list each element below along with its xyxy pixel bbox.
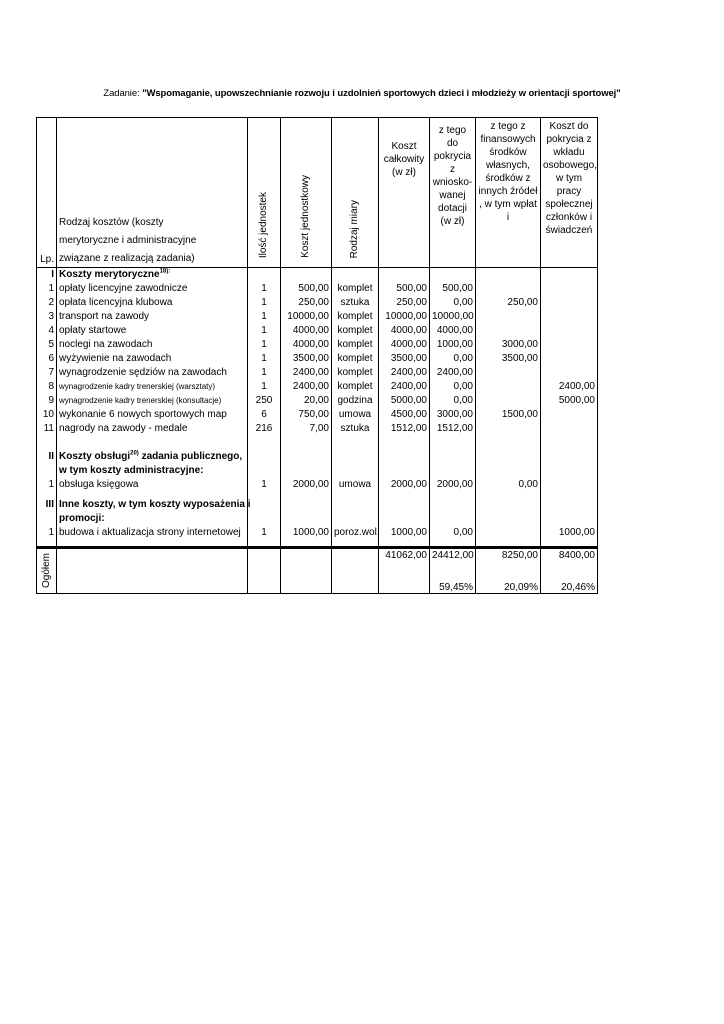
row-personal: 5000,00 xyxy=(541,394,598,408)
section-row xyxy=(37,268,598,283)
section-row xyxy=(37,498,598,526)
empty-cell xyxy=(281,498,332,526)
cost-table xyxy=(36,117,598,594)
row-cost-name: wynagrodzenie sędziów na zawodach xyxy=(57,366,248,380)
table-row xyxy=(37,352,598,366)
row-own-funds xyxy=(476,282,541,296)
row-measure: umowa xyxy=(332,408,379,422)
row-personal: 1000,00 xyxy=(541,526,598,540)
section-label: Inne koszty, w tym koszty wyposażenia i promocji: xyxy=(57,498,248,526)
row-measure: komplet xyxy=(332,380,379,394)
header-personal: Koszt do pokrycia z wkładu osobowego, w tym pracy społecznej członków i świadczeń xyxy=(541,118,598,268)
total-cost: 41062,00 xyxy=(379,548,430,594)
empty-cell xyxy=(476,540,541,548)
row-quantity: 1 xyxy=(248,282,281,296)
row-quantity: 216 xyxy=(248,422,281,436)
row-quantity: 1 xyxy=(248,338,281,352)
row-grant: 500,00 xyxy=(430,282,476,296)
empty-cell xyxy=(332,436,379,478)
row-personal xyxy=(541,478,598,492)
row-total-cost: 2000,00 xyxy=(379,478,430,492)
row-grant: 1512,00 xyxy=(430,422,476,436)
table-row xyxy=(37,338,598,352)
row-quantity: 1 xyxy=(248,380,281,394)
row-measure: sztuka xyxy=(332,422,379,436)
empty-cell xyxy=(248,436,281,478)
table-row xyxy=(37,394,598,408)
task-title-prefix: Zadanie: xyxy=(103,88,143,99)
row-quantity: 1 xyxy=(248,296,281,310)
header-measure: Rodzaj miary xyxy=(332,118,379,268)
row-grant: 2400,00 xyxy=(430,366,476,380)
empty-cell xyxy=(379,268,430,283)
row-quantity: 1 xyxy=(248,352,281,366)
row-grant: 0,00 xyxy=(430,352,476,366)
table-row xyxy=(37,366,598,380)
task-title-name: "Wspomaganie, upowszechnianie rozwoju i uzdolnień sportowych dzieci i młodzieży w orientacji sportowej" xyxy=(142,88,621,99)
header-cost-type-line2: merytoryczne i administracyjne xyxy=(59,235,197,246)
row-personal xyxy=(541,366,598,380)
row-personal xyxy=(541,310,598,324)
empty-cell xyxy=(57,548,248,594)
row-unit-cost: 10000,00 xyxy=(281,310,332,324)
row-total-cost: 10000,00 xyxy=(379,310,430,324)
empty-cell xyxy=(541,540,598,548)
row-cost-name: obsługa księgowa xyxy=(57,478,248,492)
row-cost-name: budowa i aktualizacja strony internetowej xyxy=(57,526,248,540)
row-lp: 1 xyxy=(37,282,57,296)
row-lp: 11 xyxy=(37,422,57,436)
row-unit-cost: 250,00 xyxy=(281,296,332,310)
row-lp: 3 xyxy=(37,310,57,324)
row-unit-cost: 4000,00 xyxy=(281,338,332,352)
row-grant: 2000,00 xyxy=(430,478,476,492)
row-own-funds xyxy=(476,380,541,394)
row-lp: 2 xyxy=(37,296,57,310)
row-unit-cost: 750,00 xyxy=(281,408,332,422)
total-row xyxy=(37,548,598,594)
row-own-funds xyxy=(476,310,541,324)
empty-cell xyxy=(57,540,248,548)
row-quantity: 1 xyxy=(248,324,281,338)
row-unit-cost: 2400,00 xyxy=(281,380,332,394)
row-measure: godzina xyxy=(332,394,379,408)
row-unit-cost: 2000,00 xyxy=(281,478,332,492)
row-grant: 0,00 xyxy=(430,380,476,394)
table-row xyxy=(37,422,598,436)
row-measure: umowa xyxy=(332,478,379,492)
empty-cell xyxy=(476,498,541,526)
empty-cell xyxy=(379,540,430,548)
row-cost-name: wyżywienie na zawodach xyxy=(57,352,248,366)
row-own-funds xyxy=(476,526,541,540)
row-measure: komplet xyxy=(332,324,379,338)
row-grant: 0,00 xyxy=(430,526,476,540)
row-measure: sztuka xyxy=(332,296,379,310)
row-cost-name: transport na zawody xyxy=(57,310,248,324)
row-cost-name: opłata licencyjna klubowa xyxy=(57,296,248,310)
row-personal xyxy=(541,408,598,422)
row-total-cost: 5000,00 xyxy=(379,394,430,408)
row-measure: komplet xyxy=(332,352,379,366)
row-unit-cost: 20,00 xyxy=(281,394,332,408)
empty-cell xyxy=(248,548,281,594)
header-grant: z tego do pokrycia z wniosko-wanej dotacji (w zł) xyxy=(430,118,476,268)
empty-cell xyxy=(476,268,541,283)
row-own-funds xyxy=(476,394,541,408)
row-lp: 1 xyxy=(37,526,57,540)
row-quantity: 6 xyxy=(248,408,281,422)
row-personal xyxy=(541,338,598,352)
header-lp: Lp. xyxy=(37,118,57,268)
total-grant: 24412,00 59,45% xyxy=(430,548,476,594)
empty-cell xyxy=(379,436,430,478)
section-label: Koszty merytoryczne$^{18):}$ xyxy=(57,268,248,283)
empty-cell xyxy=(332,498,379,526)
row-personal xyxy=(541,422,598,436)
table-row xyxy=(37,380,598,394)
row-cost-name: nagrody na zawody - medale xyxy=(57,422,248,436)
row-unit-cost: 2400,00 xyxy=(281,366,332,380)
empty-cell xyxy=(281,268,332,283)
section-number: I xyxy=(37,268,57,283)
row-lp: 4 xyxy=(37,324,57,338)
row-cost-name: wynagrodzenie kadry trenerskiej (konsultacje) xyxy=(57,394,248,408)
empty-cell xyxy=(281,436,332,478)
empty-cell xyxy=(430,268,476,283)
row-measure: poroz.wol. xyxy=(332,526,379,540)
header-own-funds: z tego z finansowych środków własnych, środków z innych źródeł , w tym wpłat i xyxy=(476,118,541,268)
row-unit-cost: 1000,00 xyxy=(281,526,332,540)
row-lp: 8 xyxy=(37,380,57,394)
row-personal xyxy=(541,296,598,310)
header-cost-type-line1: Rodzaj kosztów (koszty xyxy=(59,217,164,228)
empty-cell xyxy=(248,540,281,548)
header-total-cost: Koszt całkowity (w zł) xyxy=(379,118,430,268)
row-lp: 9 xyxy=(37,394,57,408)
empty-cell xyxy=(541,436,598,478)
empty-cell xyxy=(379,498,430,526)
row-total-cost: 500,00 xyxy=(379,282,430,296)
empty-cell xyxy=(281,548,332,594)
row-unit-cost: 500,00 xyxy=(281,282,332,296)
row-total-cost: 3500,00 xyxy=(379,352,430,366)
table-row xyxy=(37,282,598,296)
row-unit-cost: 3500,00 xyxy=(281,352,332,366)
row-total-cost: 2400,00 xyxy=(379,380,430,394)
row-unit-cost: 7,00 xyxy=(281,422,332,436)
total-own-funds: 8250,00 20,09% xyxy=(476,548,541,594)
row-total-cost: 250,00 xyxy=(379,296,430,310)
table-row xyxy=(37,526,598,540)
section-number: II xyxy=(37,436,57,478)
total-label-cell xyxy=(37,548,57,594)
row-cost-name: noclegi na zawodach xyxy=(57,338,248,352)
table-row xyxy=(37,408,598,422)
header-cost-type xyxy=(57,118,248,268)
empty-cell xyxy=(541,268,598,283)
table-row xyxy=(37,478,598,492)
row-quantity: 1 xyxy=(248,526,281,540)
row-quantity: 1 xyxy=(248,310,281,324)
empty-cell xyxy=(332,540,379,548)
section-number: III xyxy=(37,498,57,526)
row-lp: 6 xyxy=(37,352,57,366)
section-row xyxy=(37,436,598,478)
empty-cell xyxy=(37,540,57,548)
row-personal: 2400,00 xyxy=(541,380,598,394)
row-lp: 7 xyxy=(37,366,57,380)
row-grant: 3000,00 xyxy=(430,408,476,422)
row-measure: komplet xyxy=(332,366,379,380)
table-row xyxy=(37,310,598,324)
row-quantity: 1 xyxy=(248,478,281,492)
header-unit-cost: Koszt jednostkowy xyxy=(281,118,332,268)
row-own-funds: 3000,00 xyxy=(476,338,541,352)
empty-cell xyxy=(248,498,281,526)
row-measure: komplet xyxy=(332,338,379,352)
row-own-funds: 0,00 xyxy=(476,478,541,492)
empty-cell xyxy=(332,548,379,594)
empty-cell xyxy=(332,268,379,283)
total-personal: 8400,00 20,46% xyxy=(541,548,598,594)
empty-cell xyxy=(476,436,541,478)
row-own-funds: 250,00 xyxy=(476,296,541,310)
header-quantity: Ilość jednostek xyxy=(248,118,281,268)
row-cost-name: opłaty licencyjne zawodnicze xyxy=(57,282,248,296)
row-own-funds xyxy=(476,366,541,380)
row-own-funds: 3500,00 xyxy=(476,352,541,366)
empty-cell xyxy=(430,540,476,548)
row-own-funds xyxy=(476,324,541,338)
section-label: Koszty obsługi$^{20)}$ zadania publicznego, w tym koszty administracyjne: xyxy=(57,436,248,478)
row-grant: 4000,00 xyxy=(430,324,476,338)
row-quantity: 250 xyxy=(248,394,281,408)
row-own-funds xyxy=(476,422,541,436)
row-unit-cost: 4000,00 xyxy=(281,324,332,338)
row-cost-name: wynagrodzenie kadry trenerskiej (warsztaty) xyxy=(57,380,248,394)
row-personal xyxy=(541,324,598,338)
row-quantity: 1 xyxy=(248,366,281,380)
row-total-cost: 2400,00 xyxy=(379,366,430,380)
total-label: Ogółem xyxy=(40,552,52,588)
row-lp: 5 xyxy=(37,338,57,352)
row-personal xyxy=(541,352,598,366)
footnote-ref: 20) xyxy=(130,450,139,457)
row-lp: 1 xyxy=(37,478,57,492)
footnote-ref: 18): xyxy=(159,268,171,275)
row-cost-name: wykonanie 6 nowych sportowych map xyxy=(57,408,248,422)
spacer-row xyxy=(37,540,598,548)
row-grant: 1000,00 xyxy=(430,338,476,352)
row-grant: 10000,00 xyxy=(430,310,476,324)
row-grant: 0,00 xyxy=(430,296,476,310)
empty-cell xyxy=(248,268,281,283)
row-total-cost: 4000,00 xyxy=(379,324,430,338)
row-grant: 0,00 xyxy=(430,394,476,408)
task-title xyxy=(0,88,724,99)
row-measure: komplet xyxy=(332,310,379,324)
row-total-cost: 1512,00 xyxy=(379,422,430,436)
header-cost-type-line3: związane z realizacją zadania) xyxy=(59,253,195,264)
table-row xyxy=(37,296,598,310)
empty-cell xyxy=(430,436,476,478)
empty-cell xyxy=(281,540,332,548)
row-lp: 10 xyxy=(37,408,57,422)
header-row xyxy=(37,118,598,268)
row-total-cost: 1000,00 xyxy=(379,526,430,540)
empty-cell xyxy=(541,498,598,526)
row-measure: komplet xyxy=(332,282,379,296)
row-total-cost: 4500,00 xyxy=(379,408,430,422)
empty-cell xyxy=(430,498,476,526)
row-cost-name: opłaty startowe xyxy=(57,324,248,338)
row-personal xyxy=(541,282,598,296)
table-row xyxy=(37,324,598,338)
row-own-funds: 1500,00 xyxy=(476,408,541,422)
row-total-cost: 4000,00 xyxy=(379,338,430,352)
